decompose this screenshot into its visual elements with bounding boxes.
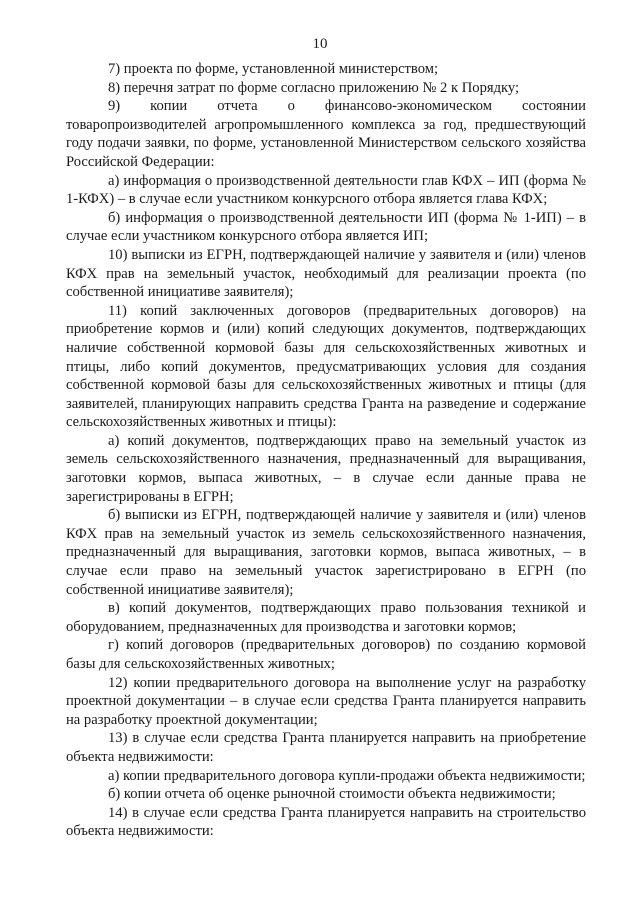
paragraph-item-11g: г) копий договоров (предварительных договоров) по созданию кормовой базы для сельскохозяйственных животных; xyxy=(66,637,586,672)
paragraph-item-11b: б) выписки из ЕГРН, подтверждающей наличие у заявителя и (или) членов КФХ прав на земельный участок из земель сельскохозяйственного назначения, предназначенный для выращивания, заготовки кормов, выпаса животных, – в случае если право на земельный участок зарегистрировано в ЕГРН (по собственной инициативе заявителя); xyxy=(66,507,586,598)
paragraph-item-9b: б) информация о производственной деятельности ИП (форма № 1-ИП) – в случае если участником конкурсного отбора является ИП; xyxy=(66,209,586,245)
paragraph-item-9: 9) копии отчета о финансово-экономическом состоянии товаропроизводителей агропромышленного комплекса за год, предшествующий году подачи заявки, по форме, установленной Министерством сельского хозяйства Российской Федерации: xyxy=(66,98,586,170)
paragraph-item-11a: а) копий документов, подтверждающих право на земельный участок из земель сельскохозяйственного назначения, предназначенный для выращивания, заготовки кормов, выпаса животных, – в случае если данные права не зарегистрированы в ЕГРН; xyxy=(66,432,586,505)
paragraph-item-11v: в) копий документов, подтверждающих право пользования техникой и оборудованием, предназначенных для производства и заготовки кормов; xyxy=(66,600,586,635)
page-number: 10 xyxy=(312,36,328,52)
paragraph-item-12: 12) копии предварительного договора на выполнение услуг на разработку проектной документации – в случае если средства Гранта планируется направить на разработку проектной документации; xyxy=(66,674,586,728)
paragraph-item-10: 10) выписки из ЕГРН, подтверждающей наличие у заявителя и (или) членов КФХ прав на земельный участок, необходимый для реализации проекта (по собственной инициативе заявителя); xyxy=(66,246,586,301)
paragraph-item-13b: б) копии отчета об оценке рыночной стоимости объекта недвижимости; xyxy=(108,786,556,803)
document-body xyxy=(66,60,586,841)
paragraph-item-13: 13) в случае если средства Гранта планируется направить на приобретение объекта недвижимости: xyxy=(66,730,586,765)
paragraph-item-8: 8) перечня затрат по форме согласно приложению № 2 к Порядку; xyxy=(108,79,520,96)
paragraph-item-13a: а) копии предварительного договора купли-продажи объекта недвижимости; xyxy=(108,767,586,784)
paragraph-item-11: 11) копий заключенных договоров (предварительных договоров) на приобретение кормов и (или) копий следующих документов, подтверждающих наличие собственной кормовой базы для сельскохозяйственных животных и птицы, либо копий документов, предусматривающих условия для создания собственной кормовой базы для сельскохозяйственных животных и птицы (для заявителей, планирующих направить средства Гранта на разведение и содержание сельскохозяйственных животных и птицы): xyxy=(66,302,586,431)
paragraph-item-14: 14) в случае если средства Гранта планируется направить на строительство объекта недвижимости: xyxy=(66,804,586,840)
paragraph-item-7: 7) проекта по форме, установленной министерством; xyxy=(108,61,439,77)
paragraph-item-9a: а) информация о производственной деятельности глав КФХ – ИП (форма № 1-КФХ) – в случае если участником конкурсного отбора является глава КФХ; xyxy=(66,172,586,208)
